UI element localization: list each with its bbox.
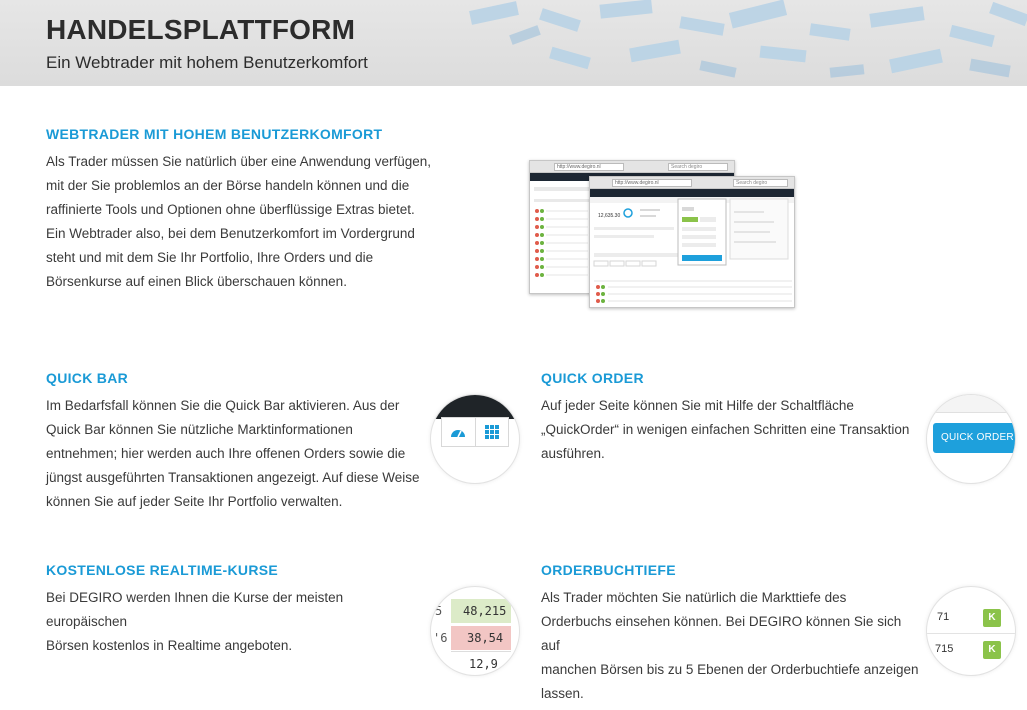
left-digit: 5	[435, 604, 443, 618]
url-bar: http://www.degiro.nl	[554, 163, 624, 171]
orderbook-value: 715	[935, 643, 954, 655]
quickbar-dark-bar	[431, 395, 520, 419]
orderbook-value: 71	[937, 611, 950, 623]
orderbook-heading: ORDERBUCHTIEFE	[541, 562, 676, 578]
gauge-cell	[442, 418, 475, 446]
webtrader-screenshot	[529, 160, 797, 310]
quickbar-line: jüngst ausgeführten Transaktionen angezeigt. Auf diese Weise	[46, 470, 420, 485]
quick-order-button[interactable]: QUICK ORDER	[933, 423, 1016, 453]
webtrader-heading: WEBTRADER MIT HOHEM BENUTZERKOMFORT	[46, 126, 383, 142]
left-digit: '6	[433, 631, 448, 645]
realtime-heading: KOSTENLOSE REALTIME-KURSE	[46, 562, 279, 578]
front-window-content	[590, 197, 795, 308]
quickorder-toolbar	[927, 395, 1016, 413]
ask-price: 38,54	[451, 626, 511, 650]
quickorder-text	[541, 394, 921, 466]
webtrader-line: mit der Sie problemlos an der Börse handeln können und die	[46, 178, 410, 193]
browser-chrome	[590, 177, 794, 189]
webtrader-text	[46, 150, 446, 294]
mock-balance: 12,635.30	[598, 213, 621, 219]
orderbook-line: Orderbuchs einsehen können. Bei DEGIRO können Sie sich auf	[541, 614, 902, 653]
orderbook-text	[541, 586, 921, 706]
search-bar: Search degiro	[733, 179, 788, 187]
realtime-text	[46, 586, 426, 658]
quickorder-heading: QUICK ORDER	[541, 370, 644, 386]
quickbar-heading: QUICK BAR	[46, 370, 129, 386]
header-decoration	[430, 0, 1027, 86]
search-bar: Search degiro	[668, 163, 728, 171]
orderbook-line: lassen.	[541, 686, 584, 701]
quickbar-line: Im Bedarfsfall können Sie die Quick Bar aktivieren. Aus der	[46, 398, 400, 413]
gauge-icon	[450, 425, 466, 439]
page-subtitle: Ein Webtrader mit hohem Benutzerkomfort	[46, 53, 368, 72]
quickbar-widget	[441, 417, 509, 447]
orderbook-illustration	[926, 586, 1016, 676]
quickbar-illustration	[430, 394, 520, 484]
quickbar-line: entnehmen; hier werden auch Ihre offenen Orders sowie die	[46, 446, 406, 461]
front-window	[589, 176, 795, 308]
last-price: 12,9	[469, 657, 498, 671]
orderbook-badge[interactable]: K	[983, 641, 1001, 659]
bid-price: 48,215	[451, 599, 511, 623]
webtrader-line: Börsenkurse auf einen Blick überschauen können.	[46, 274, 347, 289]
quickbar-line: können Sie auf jeder Seite Ihr Portfolio verwalten.	[46, 494, 343, 509]
orderbook-divider	[927, 633, 1016, 634]
orderbook-row	[927, 639, 1016, 663]
orderbook-badge[interactable]: K	[983, 609, 1001, 627]
webtrader-line: Als Trader müssen Sie natürlich über eine Anwendung verfügen,	[46, 154, 431, 169]
page-title: HANDELSPLATTFORM	[46, 14, 356, 45]
page-header	[0, 0, 1027, 86]
quickbar-text	[46, 394, 426, 514]
orderbook-row	[927, 607, 1016, 631]
app-nav	[590, 189, 794, 197]
orderbook-line: manchen Börsen bis zu 5 Ebenen der Orderbuchtiefe anzeigen	[541, 662, 919, 677]
quickbar-line: Quick Bar können Sie nützliche Marktinformationen	[46, 422, 353, 437]
webtrader-line: raffinierte Tools und Optionen ohne überflüssige Extras bietet.	[46, 202, 415, 217]
quickorder-line: ausführen.	[541, 446, 605, 461]
quickorder-line: Auf jeder Seite können Sie mit Hilfe der Schaltfläche	[541, 398, 854, 413]
realtime-line: Bei DEGIRO werden Ihnen die Kurse der meisten europäischen	[46, 590, 344, 629]
quickorder-line: „QuickOrder“ in wenigen einfachen Schritten eine Transaktion	[541, 422, 910, 437]
realtime-illustration	[430, 586, 520, 676]
grid-icon	[485, 425, 499, 439]
orderbook-line: Als Trader möchten Sie natürlich die Markttiefe des	[541, 590, 847, 605]
realtime-line: Börsen kostenlos in Realtime angeboten.	[46, 638, 293, 653]
table-divider	[451, 651, 511, 652]
url-bar: http://www.degiro.nl	[612, 179, 692, 187]
grid-cell	[475, 418, 509, 446]
browser-chrome	[530, 161, 734, 173]
quickorder-illustration	[926, 394, 1016, 484]
webtrader-line: Ein Webtrader also, bei dem Benutzerkomfort im Vordergrund	[46, 226, 415, 241]
webtrader-line: steht und mit dem Sie Ihr Portfolio, Ihre Orders und die	[46, 250, 374, 265]
